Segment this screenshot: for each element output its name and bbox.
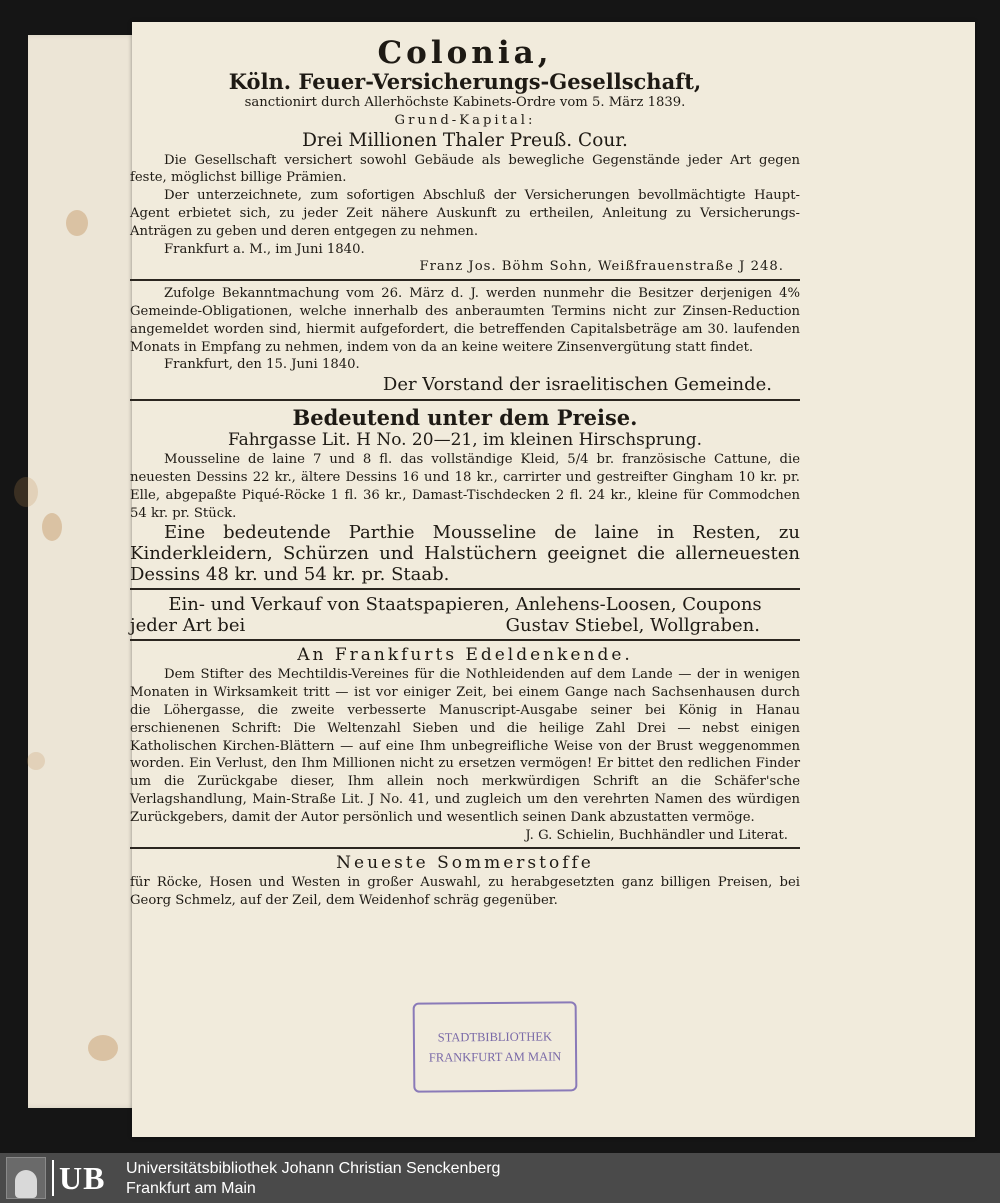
notice-paragraph: Dem Stifter des Mechtildis-Vereines für die Nothleidenden auf dem Lande — der in wenigen Monaten in Wirksamkeit tritt — ist vor einiger Zeit, bei einem Gange nach Sachsenhausen durch die Löhergasse, die zweite verbesserte Manuscript-Ausgabe seiner bei König in Hanau erschienenen Schrift: Die Weltenzahl Sieben und die heilige Zahl Drei — nebst einigen Katholischen Kirchen-Blättern — auf eine Ihm unbegreifliche Weise von der Brust weggenommen worden. Ein Verlust, den Ihm Millionen nicht zu ersetzen vermögen! Er bittet den redlichen Finder um die Zurückgabe dieser, Ihm allein noch merkwürdigen Schrift an die Schäfer'sche Verlagshandlung, Main-Straße Lit. J No. 41, und zugleich um den verehrten Namen des würdigen Zurückgebers, damit der Autor persönlich und wesentlich seinen Dank abzustatten vermöge. — [130, 667, 800, 825]
notice-address: Fahrgasse Lit. H No. 20—21, im kleinen Hirschsprung. — [227, 430, 703, 451]
stamp-line: FRANKFURT AM MAIN — [428, 1049, 562, 1065]
paper-stain — [66, 210, 88, 236]
notice-paragraph-large: Eine bedeutende Parthie Mousseline de laine in Resten, zu Kinderkleidern, Schürzen und Halstüchern geeignet die allerneuesten Dessins 48 kr. und 54 kr. pr. Staab. — [130, 522, 800, 586]
paper-stain — [27, 752, 45, 770]
notice-paragraph: Die Gesellschaft versichert sowohl Gebäude als bewegliche Gegenstände jeder Art gegen feste, möglichst billige Prämien. — [130, 152, 800, 186]
notice-line: Ein- und Verkauf von Staatspapieren, Anlehens-Loosen, Coupons — [168, 594, 762, 616]
library-stamp — [413, 1001, 578, 1092]
divider — [130, 847, 800, 849]
page-content — [130, 35, 800, 910]
notice-paragraph: Zufolge Bekanntmachung vom 26. März d. J. werden nunmehr die Besitzer derjenigen 4% Gemeinde-Obligationen, welche innerhalb des anberaumten Termins nicht zur Zinsen-Reduction angemeldet worden sind, hiermit aufgefordert, die betreffenden Capitalsbeträge am 30. laufenden Monats in Empfang zu nehmen, indem von da an keine weitere Zinsenvergütung statt findet. — [130, 286, 800, 355]
institution-location: Frankfurt am Main — [126, 1180, 256, 1197]
paper-stain — [42, 513, 62, 541]
notice-signature: Franz Jos. Böhm Sohn, Weißfrauenstraße J 248. — [419, 259, 784, 275]
notice-obligations — [130, 285, 800, 396]
notice-heading: An Frankfurts Edeldenkende. — [297, 645, 633, 666]
notice-line — [130, 615, 800, 636]
notice-paragraph: Mousseline de laine 7 und 8 fl. das vollständige Kleid, 5/4 br. französische Cattune, die neuesten Dessins 22 kr., ältere Dessins 16 und 18 kr., carrirter und gestreifter Gingham 10 kr. pr. Elle, abgepaßte Piqué-Röcke 1 fl. 36 kr., Damast-Tischdecken 2 fl. 24 kr., kleine für Commodchen 54 kr. pr. Stück. — [130, 452, 800, 521]
notice-paragraph: Der unterzeichnete, zum sofortigen Abschluß der Versicherungen bevollmächtigte Haupt-Agent erbietet sich, zu jeder Zeit nähere Auskunft zu ertheilen, Anleitung zu Versicherungs-Anträgen zu geben und deren entgegen zu nehmen. — [130, 188, 800, 239]
ub-logo — [6, 1158, 116, 1198]
notice-summer-fabrics — [130, 853, 800, 910]
notice-heading: Bedeutend unter dem Preise. — [292, 405, 638, 431]
notice-lost-item — [130, 645, 800, 844]
paper-stain — [88, 1035, 118, 1061]
notice-subtitle: Köln. Feuer-Versicherungs-Gesellschaft, — [228, 69, 702, 94]
notice-title: Colonia, — [377, 35, 553, 71]
footer-bar — [0, 1153, 1000, 1203]
notice-sale — [130, 405, 800, 585]
notice-signature: J. G. Schielin, Buchhändler und Literat. — [525, 827, 788, 843]
notice-heading: Neueste Sommerstoffe — [336, 853, 594, 874]
notice-colonia — [130, 36, 800, 276]
notice-line-left: jeder Art bei — [130, 615, 246, 637]
notice-sanction: sanctionirt durch Allerhöchste Kabinets-Ordre vom 5. März 1839. — [244, 95, 686, 110]
place-date: Frankfurt, den 15. Juni 1840. — [164, 357, 360, 373]
notice-signature: Der Vorstand der israelitischen Gemeinde. — [382, 374, 772, 396]
capital-value: Drei Millionen Thaler Preuß. Cour. — [302, 129, 628, 151]
paper-stain — [14, 477, 38, 507]
divider — [130, 588, 800, 590]
portrait-icon — [6, 1157, 46, 1199]
notice-paragraph: für Röcke, Hosen und Westen in großer Auswahl, zu herabgesetzten ganz billigen Preisen, bei Georg Schmelz, auf der Zeil, dem Weidenhof schräg gegenüber. — [130, 875, 800, 909]
capital-label: Grund-Kapital: — [394, 112, 536, 128]
place-date: Frankfurt a. M., im Juni 1840. — [164, 241, 365, 257]
back-sheet — [28, 35, 136, 1108]
notice-line-right: Gustav Stiebel, Wollgraben. — [505, 615, 760, 637]
stamp-line: STADTBIBLIOTHEK — [437, 1029, 553, 1045]
divider — [130, 399, 800, 401]
divider — [130, 279, 800, 281]
logo-text: UB — [52, 1160, 105, 1196]
institution-name: Universitätsbibliothek Johann Christian Senckenberg — [126, 1160, 501, 1177]
divider — [130, 639, 800, 641]
notice-securities — [130, 594, 800, 636]
